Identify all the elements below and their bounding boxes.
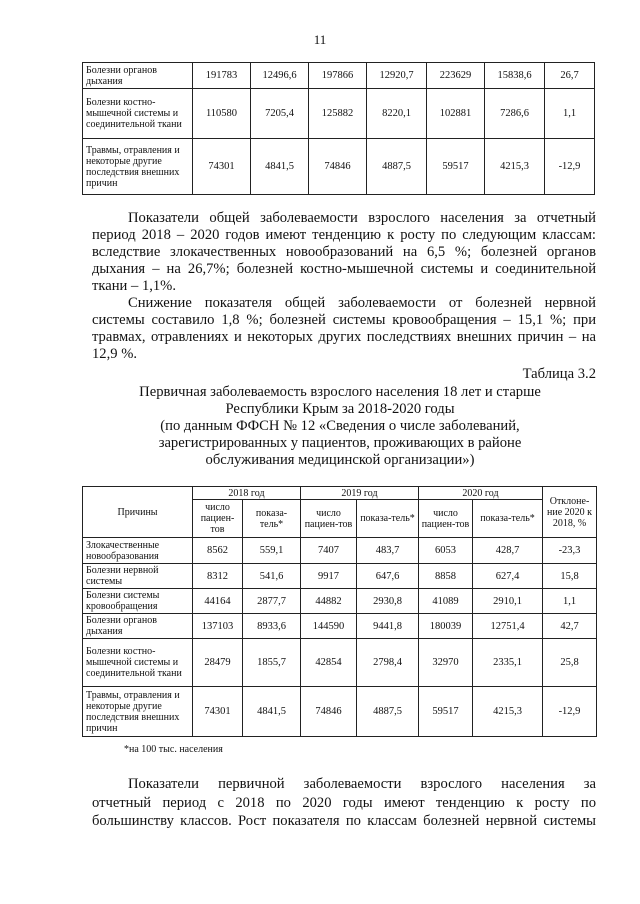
table-title-line: Первичная заболеваемость взрослого населения 18 лет и старше (139, 384, 541, 400)
table-row (83, 687, 597, 737)
table-row (83, 139, 595, 195)
cell: 1855,7 (243, 639, 301, 687)
cell: 44164 (193, 589, 243, 614)
cell: 74301 (193, 139, 251, 195)
cell: -12,9 (543, 687, 597, 737)
cell: 15838,6 (485, 63, 545, 89)
cell: 6053 (419, 538, 473, 564)
cell: 9441,8 (357, 614, 419, 639)
table-title (60, 384, 620, 469)
row-cause: Болезни органов дыхания (83, 614, 193, 639)
paragraph-line: большинству классов. Рост показателя по классам болезней нервной системы (92, 813, 596, 829)
cell: 12920,7 (367, 63, 427, 89)
cell: 4887,5 (357, 687, 419, 737)
cell: 7205,4 (251, 89, 309, 139)
table-row (83, 89, 595, 139)
cell: 4215,3 (485, 139, 545, 195)
row-cause: Травмы, отравления и некоторые другие последствия внешних причин (83, 139, 193, 195)
cell: 8220,1 (367, 89, 427, 139)
cell: 1,1 (545, 89, 595, 139)
cell: 32970 (419, 639, 473, 687)
cell: 26,7 (545, 63, 595, 89)
cell: 144590 (301, 614, 357, 639)
cell: 12496,6 (251, 63, 309, 89)
paragraph-general-decline: Снижение показателя общей заболеваемости от болезней нервной системы составило 1,8 %; болезней системы кровообращения – 15,1 %; при травмах, отравлениях и некоторых других последствиях внешних причин – на 12,9 %. (92, 295, 596, 362)
header-indicator: показа-тель* (243, 500, 301, 538)
cell: 180039 (419, 614, 473, 639)
cell: 4841,5 (251, 139, 309, 195)
paragraph-general-growth: Показатели общей заболеваемости взрослого населения за отчетный период 2018 – 2020 годов имеют тенденцию к росту по следующим классам: вследствие злокачественных новообразований на 6,5 %; болезней органов дыхания – на 26,7%; болезней костно-мышечной системы и соединительной ткани – 1,1%. (92, 210, 596, 294)
header-year-2020: 2020 год (419, 487, 543, 500)
cell: 59517 (419, 687, 473, 737)
table-row (83, 538, 597, 564)
cell: 59517 (427, 139, 485, 195)
cell: 8933,6 (243, 614, 301, 639)
cell: 428,7 (473, 538, 543, 564)
row-cause: Болезни системы кровообращения (83, 589, 193, 614)
cell: 28479 (193, 639, 243, 687)
table-row (83, 564, 597, 589)
table-row (83, 589, 597, 614)
header-indicator: показа-тель* (357, 500, 419, 538)
cell: 42,7 (543, 614, 597, 639)
table-title-line: зарегистрированных у пациентов, проживающих в районе (158, 435, 522, 451)
cell: 647,6 (357, 564, 419, 589)
cell: 102881 (427, 89, 485, 139)
cell: 541,6 (243, 564, 301, 589)
header-count: число пациен-тов (419, 500, 473, 538)
cell: 125882 (309, 89, 367, 139)
cell: 197866 (309, 63, 367, 89)
header-year-2018: 2018 год (193, 487, 301, 500)
cell: 9917 (301, 564, 357, 589)
table-title-line: (по данным ФФСН № 12 «Сведения о числе заболеваний, (160, 418, 520, 434)
table-footnote: *на 100 тыс. населения (124, 744, 223, 755)
header-year-2019: 2019 год (301, 487, 419, 500)
cell: 223629 (427, 63, 485, 89)
table-general-morbidity-continued (82, 62, 595, 195)
cell: 2877,7 (243, 589, 301, 614)
cell: 12751,4 (473, 614, 543, 639)
cell: 8562 (193, 538, 243, 564)
cell: 42854 (301, 639, 357, 687)
cell: 8312 (193, 564, 243, 589)
cell: 483,7 (357, 538, 419, 564)
cell: 15,8 (543, 564, 597, 589)
header-indicator: показа-тель* (473, 500, 543, 538)
cell: 74846 (301, 687, 357, 737)
cell: 2930,8 (357, 589, 419, 614)
paragraph-line: Показатели первичной заболеваемости взрослого населения за (128, 776, 596, 792)
cell: 8858 (419, 564, 473, 589)
cell: 191783 (193, 63, 251, 89)
table-row (83, 614, 597, 639)
cell: 627,4 (473, 564, 543, 589)
cell: 25,8 (543, 639, 597, 687)
cell: 7286,6 (485, 89, 545, 139)
header-count: число пациен-тов (193, 500, 243, 538)
paragraph-line: отчетный период с 2018 по 2020 годы имеют тенденцию к росту по (92, 794, 596, 811)
page-number: 11 (313, 32, 327, 47)
cell: -23,3 (543, 538, 597, 564)
cell: 7407 (301, 538, 357, 564)
cell: 110580 (193, 89, 251, 139)
header-causes: Причины (83, 487, 193, 538)
row-cause: Болезни нервной системы (83, 564, 193, 589)
cell: 4841,5 (243, 687, 301, 737)
cell: 44882 (301, 589, 357, 614)
table-row (83, 639, 597, 687)
cell: -12,9 (545, 139, 595, 195)
table-title-line: обслуживания медицинской организации») (205, 452, 475, 468)
row-cause: Злокачественные новообразования (83, 538, 193, 564)
cell: 1,1 (543, 589, 597, 614)
row-cause: Травмы, отравления и некоторые другие последствия внешних причин (83, 687, 193, 737)
table-row (83, 63, 595, 89)
cell: 41089 (419, 589, 473, 614)
table-title-line: Республики Крым за 2018-2020 годы (225, 401, 455, 417)
row-cause: Болезни органов дыхания (83, 63, 193, 89)
table-label: Таблица 3.2 (522, 366, 596, 382)
cell: 74846 (309, 139, 367, 195)
cell: 2798,4 (357, 639, 419, 687)
cell: 4215,3 (473, 687, 543, 737)
paragraph-primary-growth (92, 775, 596, 831)
row-cause: Болезни костно-мышечной системы и соединительной ткани (83, 639, 193, 687)
header-count: число пациен-тов (301, 500, 357, 538)
cell: 74301 (193, 687, 243, 737)
cell: 2335,1 (473, 639, 543, 687)
cell: 4887,5 (367, 139, 427, 195)
row-cause: Болезни костно-мышечной системы и соединительной ткани (83, 89, 193, 139)
cell: 2910,1 (473, 589, 543, 614)
cell: 559,1 (243, 538, 301, 564)
header-deviation: Отклоне-ние 2020 к 2018, % (543, 487, 597, 538)
table-primary-morbidity (82, 486, 597, 737)
cell: 137103 (193, 614, 243, 639)
